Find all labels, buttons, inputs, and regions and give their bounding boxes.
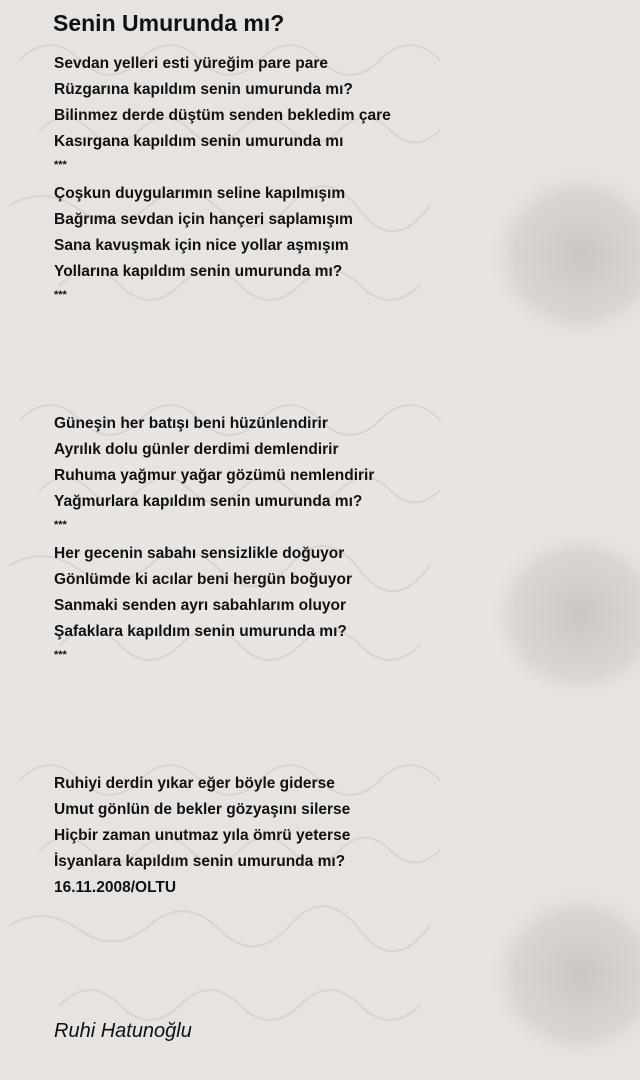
poem-line: Rüzgarına kapıldım senin umurunda mı? xyxy=(54,81,353,98)
poem-line: Yağmurlara kapıldım senin umurunda mı? xyxy=(54,493,363,510)
poem-line: Bağrıma sevdan için hançeri saplamışım xyxy=(54,211,353,228)
poem-line: Her gecenin sabahı sensizlikle doğuyor xyxy=(54,545,345,562)
poem-line: Güneşin her batışı beni hüzünlendirir xyxy=(54,415,328,432)
poem-line: Yollarına kapıldım senin umurunda mı? xyxy=(54,263,343,280)
poem-line: Sevdan yelleri esti yüreğim pare pare xyxy=(54,55,328,72)
poem-line: İsyanlara kapıldım senin umurunda mı? xyxy=(54,853,346,870)
author-name: Ruhi Hatunoğlu xyxy=(54,1020,192,1042)
poem-line: Çoşkun duygularımın seline kapılmışım xyxy=(54,185,346,202)
poem-line: Kasırgana kapıldım senin umurunda mı xyxy=(54,133,344,150)
poem-line: Sana kavuşmak için nice yollar aşmışım xyxy=(54,237,349,254)
poem-date-place: 16.11.2008/OLTU xyxy=(54,879,177,896)
poem-title: Senin Umurunda mı? xyxy=(53,10,285,36)
poem-line: Bilinmez derde düştüm senden bekledim çare xyxy=(54,107,391,124)
poem-line: Şafaklara kapıldım senin umurunda mı? xyxy=(54,623,347,640)
stanza-separator: *** xyxy=(54,159,67,171)
poem-line: Hiçbir zaman unutmaz yıla ömrü yeterse xyxy=(54,827,351,844)
poem-line: Ayrılık dolu günler derdimi demlendirir xyxy=(54,441,339,458)
stanza-separator: *** xyxy=(54,519,67,531)
poem-line: Sanmaki senden ayrı sabahlarım oluyor xyxy=(54,597,347,614)
stanza-separator: *** xyxy=(54,649,67,661)
poem-line: Umut gönlün de bekler gözyaşını silerse xyxy=(54,801,351,818)
poem-line: Ruhiyi derdin yıkar eğer böyle giderse xyxy=(54,775,335,792)
poem-line: Ruhuma yağmur yağar gözümü nemlendirir xyxy=(54,467,375,484)
poem-line: Gönlümde ki acılar beni hergün boğuyor xyxy=(54,571,352,588)
stanza-separator: *** xyxy=(54,289,67,301)
